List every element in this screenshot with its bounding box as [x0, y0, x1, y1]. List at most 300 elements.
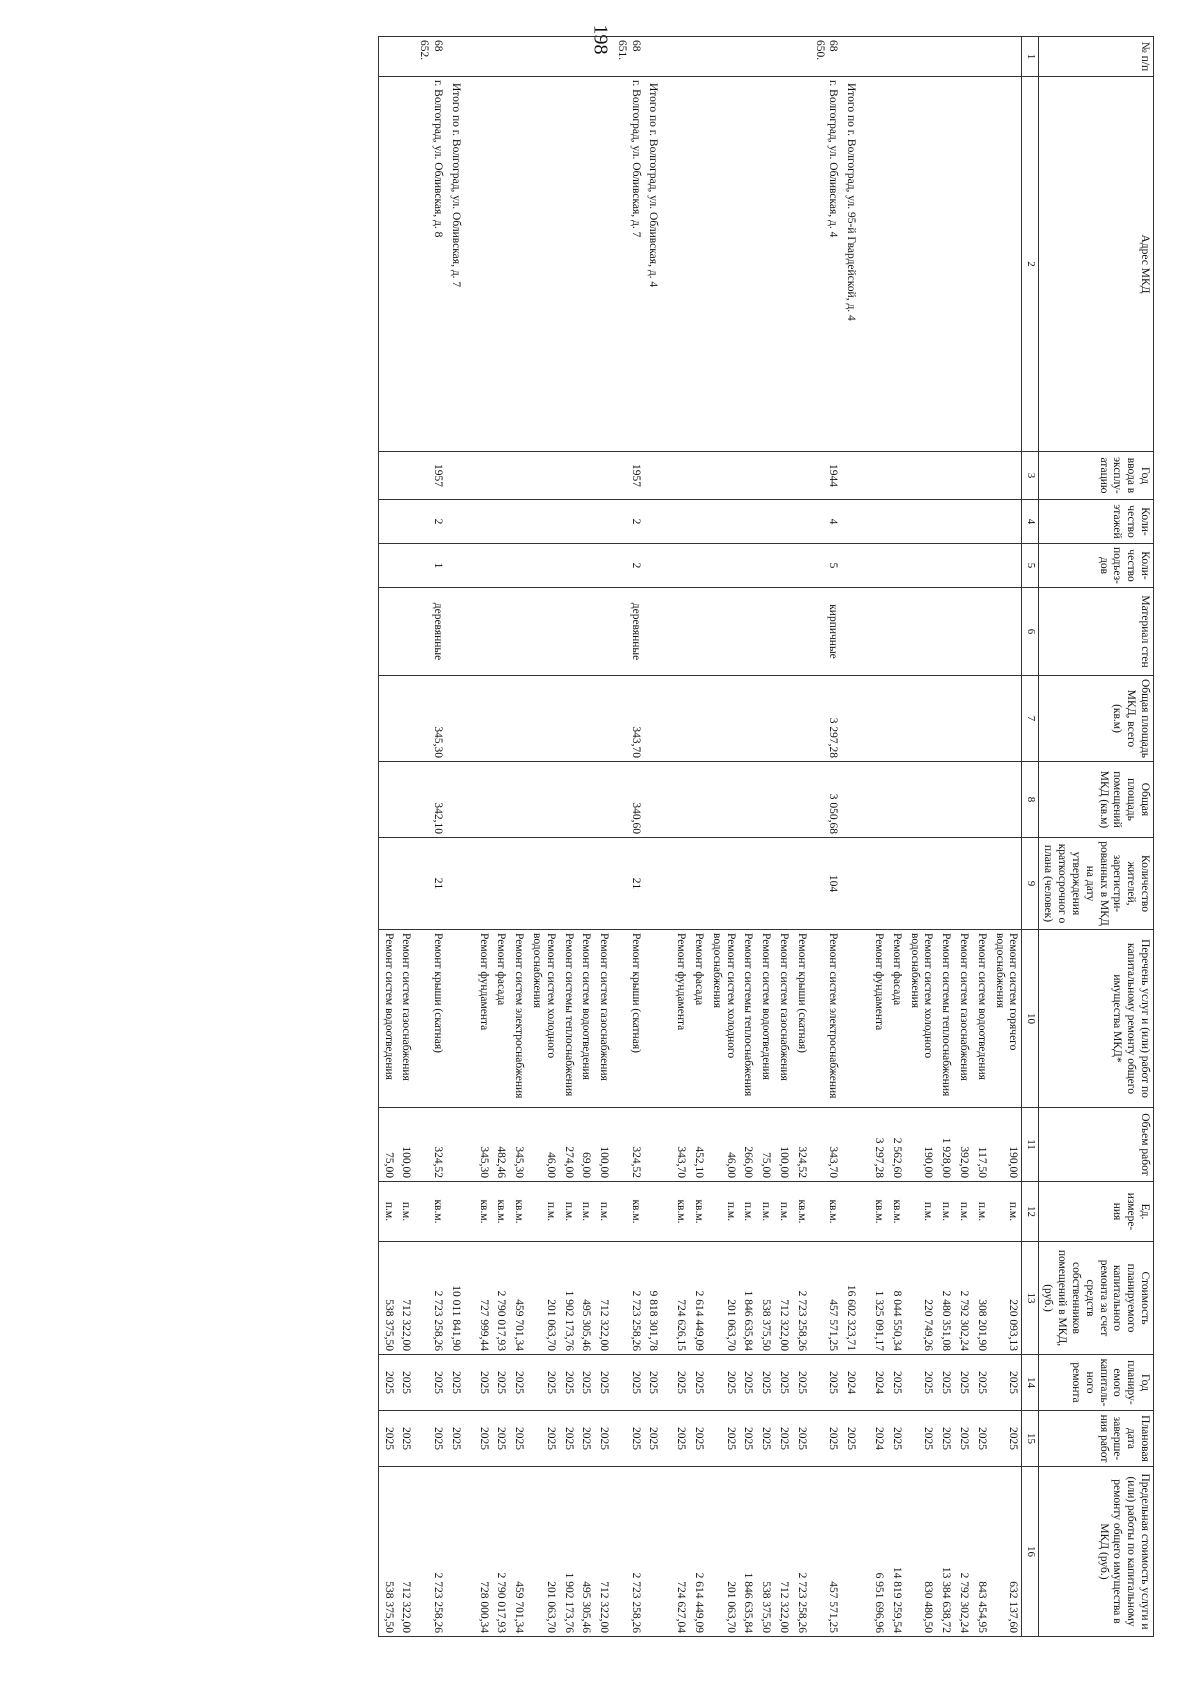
total-area-cell	[936, 676, 954, 762]
wall-material-cell	[954, 588, 972, 676]
rooms-area-cell	[887, 762, 905, 838]
limit-cost-cell: 6 951 696,96	[869, 1467, 887, 1637]
address-cell	[739, 77, 757, 452]
year-built-cell	[594, 452, 612, 500]
rooms-area-cell	[841, 762, 869, 838]
rooms-area-cell	[378, 762, 396, 838]
volume-cell: 1 928,00	[936, 1108, 954, 1182]
year-built-cell	[841, 452, 869, 500]
table-row	[756, 37, 774, 1637]
repair-year-cell: 2025	[792, 1355, 810, 1411]
year-built-cell	[644, 452, 672, 500]
column-header: Объем работ	[1038, 1108, 1153, 1182]
row-number	[559, 37, 577, 77]
floors-cell: 2	[414, 500, 446, 544]
residents-cell: 104	[810, 838, 842, 930]
table-row	[810, 37, 842, 1637]
column-number: 14	[1022, 1355, 1038, 1411]
work-type-cell: Ремонт фасада	[492, 930, 510, 1108]
address-cell	[594, 77, 612, 452]
entrances-cell	[774, 544, 792, 588]
repair-year-cell: 2025	[810, 1355, 842, 1411]
wall-material-cell	[756, 588, 774, 676]
volume-cell	[446, 1108, 474, 1182]
repair-year-cell: 2025	[756, 1355, 774, 1411]
floors-cell	[644, 500, 672, 544]
total-area-cell	[559, 676, 577, 762]
total-area-cell	[756, 676, 774, 762]
limit-cost-cell: 495 305,46	[577, 1467, 595, 1637]
unit-cell: п.м.	[774, 1182, 792, 1242]
wall-material-cell: деревянные	[612, 588, 644, 676]
work-type-cell: Ремонт фундамента	[474, 930, 492, 1108]
unit-cell: п.м.	[559, 1182, 577, 1242]
floors-cell	[509, 500, 527, 544]
unit-cell: п.м.	[990, 1182, 1022, 1242]
year-built-cell	[887, 452, 905, 500]
volume-cell: 343,70	[672, 1108, 690, 1182]
completion-date-cell: 2025	[756, 1411, 774, 1467]
column-number: 12	[1022, 1182, 1038, 1242]
limit-cost-cell: 457 571,25	[810, 1467, 842, 1637]
limit-cost-cell: 2 723 258,26	[414, 1467, 446, 1637]
volume-cell	[644, 1108, 672, 1182]
work-type-cell: Ремонт крыши (скатная)	[792, 930, 810, 1108]
floors-cell	[378, 500, 396, 544]
cost-cell: 2 723 258,26	[612, 1242, 644, 1355]
year-built-cell	[527, 452, 559, 500]
rooms-area-cell	[577, 762, 595, 838]
unit-cell	[841, 1182, 869, 1242]
column-number: 10	[1022, 930, 1038, 1108]
row-number	[739, 37, 757, 77]
floors-cell	[672, 500, 690, 544]
entrances-cell	[672, 544, 690, 588]
address-cell	[689, 77, 707, 452]
rooms-area-cell	[689, 762, 707, 838]
rooms-area-cell	[756, 762, 774, 838]
table-row	[689, 37, 707, 1637]
wall-material-cell	[527, 588, 559, 676]
work-type-cell: Ремонт систем водоотведения	[577, 930, 595, 1108]
repair-year-cell: 2025	[446, 1355, 474, 1411]
total-area-cell	[887, 676, 905, 762]
rooms-area-cell	[492, 762, 510, 838]
wall-material-cell	[841, 588, 869, 676]
total-area-cell	[905, 676, 937, 762]
entrances-cell	[527, 544, 559, 588]
volume-cell: 482,46	[492, 1108, 510, 1182]
work-type-cell: Ремонт крыши (скатная)	[612, 930, 644, 1108]
repair-year-cell: 2025	[492, 1355, 510, 1411]
total-row	[644, 37, 672, 1637]
completion-date-cell: 2025	[972, 1411, 990, 1467]
cost-cell: 459 701,34	[509, 1242, 527, 1355]
rooms-area-cell	[559, 762, 577, 838]
limit-cost-cell: 2 723 258,26	[612, 1467, 644, 1637]
row-number	[887, 37, 905, 77]
year-built-cell	[792, 452, 810, 500]
wall-material-cell	[509, 588, 527, 676]
address-cell: Итого по г. Волгоград, ул. Обливская, д. 4	[644, 77, 672, 452]
unit-cell: кв.м.	[492, 1182, 510, 1242]
volume-cell: 100,00	[594, 1108, 612, 1182]
limit-cost-cell	[644, 1467, 672, 1637]
cost-cell: 727 999,44	[474, 1242, 492, 1355]
volume-cell: 3 297,28	[869, 1108, 887, 1182]
repair-year-cell: 2025	[972, 1355, 990, 1411]
limit-cost-cell: 712 322,00	[774, 1467, 792, 1637]
column-header: Коли-чество подъез-дов	[1038, 544, 1153, 588]
row-number	[527, 37, 559, 77]
residents-cell	[841, 838, 869, 930]
table-row	[527, 37, 559, 1637]
volume-cell: 2 562,60	[887, 1108, 905, 1182]
rooms-area-cell	[972, 762, 990, 838]
completion-date-cell: 2025	[474, 1411, 492, 1467]
table-row	[972, 37, 990, 1637]
repair-year-cell: 2025	[509, 1355, 527, 1411]
address-cell	[397, 77, 415, 452]
address-cell	[559, 77, 577, 452]
entrances-cell	[378, 544, 396, 588]
wall-material-cell: деревянные	[414, 588, 446, 676]
limit-cost-cell: 830 480,50	[905, 1467, 937, 1637]
year-built-cell	[739, 452, 757, 500]
column-header: Материал стен	[1038, 588, 1153, 676]
unit-cell: кв.м.	[887, 1182, 905, 1242]
year-built-cell	[990, 452, 1022, 500]
unit-cell: п.м.	[378, 1182, 396, 1242]
cost-cell: 712 322,00	[397, 1242, 415, 1355]
completion-date-cell: 2025	[492, 1411, 510, 1467]
table-row	[707, 37, 739, 1637]
unit-cell: п.м.	[707, 1182, 739, 1242]
volume-cell	[841, 1108, 869, 1182]
table-row	[887, 37, 905, 1637]
residents-cell	[936, 838, 954, 930]
table-row	[612, 37, 644, 1637]
repair-year-cell: 2025	[527, 1355, 559, 1411]
residents-cell: 21	[612, 838, 644, 930]
wall-material-cell	[905, 588, 937, 676]
work-type-cell: Ремонт систем водоотведения	[972, 930, 990, 1108]
entrances-cell	[446, 544, 474, 588]
row-number	[509, 37, 527, 77]
table-row	[397, 37, 415, 1637]
column-number: 5	[1022, 544, 1038, 588]
entrances-cell	[869, 544, 887, 588]
volume-cell: 100,00	[774, 1108, 792, 1182]
volume-cell: 75,00	[756, 1108, 774, 1182]
repair-year-cell: 2025	[577, 1355, 595, 1411]
limit-cost-cell: 14 819 259,54	[887, 1467, 905, 1637]
wall-material-cell	[739, 588, 757, 676]
year-built-cell	[378, 452, 396, 500]
address-cell: Итого по г. Волгоград, ул. Обливская, д. 7	[446, 77, 474, 452]
rooms-area-cell: 340,60	[612, 762, 644, 838]
residents-cell	[990, 838, 1022, 930]
cost-cell: 9 818 301,78	[644, 1242, 672, 1355]
entrances-cell	[492, 544, 510, 588]
residents-cell	[887, 838, 905, 930]
volume-cell: 46,00	[707, 1108, 739, 1182]
repair-year-cell: 2024	[841, 1355, 869, 1411]
repair-year-cell: 2025	[474, 1355, 492, 1411]
year-built-cell	[954, 452, 972, 500]
repair-year-cell: 2025	[594, 1355, 612, 1411]
work-type-cell	[644, 930, 672, 1108]
total-area-cell	[774, 676, 792, 762]
floors-cell	[954, 500, 972, 544]
total-area-cell: 343,70	[612, 676, 644, 762]
limit-cost-cell: 2 614 449,09	[689, 1467, 707, 1637]
cost-cell: 220 749,26	[905, 1242, 937, 1355]
cost-cell: 10 011 841,90	[446, 1242, 474, 1355]
total-row	[841, 37, 869, 1637]
cost-cell: 1 325 091,17	[869, 1242, 887, 1355]
floors-cell	[887, 500, 905, 544]
cost-cell: 220 093,13	[990, 1242, 1022, 1355]
row-number	[936, 37, 954, 77]
rotated-page	[46, 36, 1154, 1636]
year-built-cell	[672, 452, 690, 500]
volume-cell: 343,70	[810, 1108, 842, 1182]
repair-year-cell: 2025	[689, 1355, 707, 1411]
floors-cell	[707, 500, 739, 544]
wall-material-cell	[869, 588, 887, 676]
residents-cell	[509, 838, 527, 930]
total-area-cell	[474, 676, 492, 762]
repair-year-cell: 2025	[707, 1355, 739, 1411]
wall-material-cell	[594, 588, 612, 676]
address-cell: г. Волгоград, ул. Обливская, д. 4	[810, 77, 842, 452]
floors-cell	[446, 500, 474, 544]
cost-cell: 2 790 017,93	[492, 1242, 510, 1355]
column-number: 4	[1022, 500, 1038, 544]
floors-cell	[990, 500, 1022, 544]
table-row	[577, 37, 595, 1637]
rooms-area-cell	[509, 762, 527, 838]
volume-cell: 46,00	[527, 1108, 559, 1182]
limit-cost-cell: 2 790 017,93	[492, 1467, 510, 1637]
residents-cell	[527, 838, 559, 930]
completion-date-cell: 2025	[707, 1411, 739, 1467]
table-row	[774, 37, 792, 1637]
column-header: Количество жителей, зарегистри-рованных в МКД на дату утверждения краткосрочног о плана (человек)	[1038, 838, 1153, 930]
address-cell	[707, 77, 739, 452]
residents-cell	[689, 838, 707, 930]
entrances-cell	[887, 544, 905, 588]
wall-material-cell	[990, 588, 1022, 676]
volume-cell: 190,00	[990, 1108, 1022, 1182]
address-cell	[972, 77, 990, 452]
rooms-area-cell	[644, 762, 672, 838]
column-header: Год ввода в эксплу-атацию	[1038, 452, 1153, 500]
address-cell	[887, 77, 905, 452]
wall-material-cell: кирпичные	[810, 588, 842, 676]
limit-cost-cell: 2 792 302,24	[954, 1467, 972, 1637]
year-built-cell	[397, 452, 415, 500]
work-type-cell: Ремонт системы теплоснабжения	[936, 930, 954, 1108]
cost-cell: 2 723 258,26	[414, 1242, 446, 1355]
completion-date-cell: 2025	[672, 1411, 690, 1467]
total-area-cell	[869, 676, 887, 762]
row-number	[378, 37, 396, 77]
wall-material-cell	[397, 588, 415, 676]
unit-cell	[446, 1182, 474, 1242]
table-header	[1038, 37, 1153, 1637]
total-area-cell	[397, 676, 415, 762]
entrances-cell	[594, 544, 612, 588]
cost-cell: 2 480 351,08	[936, 1242, 954, 1355]
floors-cell	[905, 500, 937, 544]
total-area-cell	[954, 676, 972, 762]
unit-cell: кв.м.	[689, 1182, 707, 1242]
unit-cell: кв.м.	[612, 1182, 644, 1242]
column-header: Общая площадь МКД, всего (кв.м)	[1038, 676, 1153, 762]
completion-date-cell: 2025	[810, 1411, 842, 1467]
total-row	[446, 37, 474, 1637]
column-number: 15	[1022, 1411, 1038, 1467]
residents-cell	[774, 838, 792, 930]
residents-cell	[378, 838, 396, 930]
cost-cell: 538 375,50	[378, 1242, 396, 1355]
wall-material-cell	[644, 588, 672, 676]
volume-cell: 345,30	[509, 1108, 527, 1182]
year-built-cell	[446, 452, 474, 500]
work-type-cell: Ремонт систем холодного водоснабжения	[905, 930, 937, 1108]
address-cell	[756, 77, 774, 452]
year-built-cell	[936, 452, 954, 500]
limit-cost-cell: 13 384 638,72	[936, 1467, 954, 1637]
repair-year-cell: 2025	[905, 1355, 937, 1411]
work-type-cell: Ремонт фундамента	[672, 930, 690, 1108]
limit-cost-cell: 538 375,50	[756, 1467, 774, 1637]
column-number: 3	[1022, 452, 1038, 500]
row-number	[577, 37, 595, 77]
column-number-row	[1022, 37, 1038, 1637]
address-cell	[792, 77, 810, 452]
table-row	[905, 37, 937, 1637]
completion-date-cell: 2025	[594, 1411, 612, 1467]
limit-cost-cell	[841, 1467, 869, 1637]
unit-cell: кв.м.	[414, 1182, 446, 1242]
year-built-cell	[707, 452, 739, 500]
unit-cell: п.м.	[972, 1182, 990, 1242]
limit-cost-cell: 728 000,34	[474, 1467, 492, 1637]
unit-cell: кв.м.	[509, 1182, 527, 1242]
completion-date-cell: 2025	[527, 1411, 559, 1467]
volume-cell: 274,00	[559, 1108, 577, 1182]
floors-cell	[492, 500, 510, 544]
entrances-cell	[644, 544, 672, 588]
total-area-cell	[492, 676, 510, 762]
address-cell	[936, 77, 954, 452]
limit-cost-cell: 712 322,00	[594, 1467, 612, 1637]
entrances-cell	[841, 544, 869, 588]
rooms-area-cell	[594, 762, 612, 838]
residents-cell: 21	[414, 838, 446, 930]
floors-cell	[841, 500, 869, 544]
residents-cell	[905, 838, 937, 930]
rooms-area-cell	[739, 762, 757, 838]
row-number	[672, 37, 690, 77]
floors-cell	[756, 500, 774, 544]
address-cell: г. Волгоград, ул. Обливская, д. 7	[612, 77, 644, 452]
total-area-cell	[672, 676, 690, 762]
cost-cell: 8 044 550,34	[887, 1242, 905, 1355]
residents-cell	[972, 838, 990, 930]
volume-cell: 324,52	[414, 1108, 446, 1182]
unit-cell: п.м.	[739, 1182, 757, 1242]
year-built-cell	[972, 452, 990, 500]
table-row	[869, 37, 887, 1637]
cost-cell: 16 602 323,71	[841, 1242, 869, 1355]
work-type-cell: Ремонт систем холодного водоснабжения	[527, 930, 559, 1108]
total-area-cell: 345,30	[414, 676, 446, 762]
wall-material-cell	[887, 588, 905, 676]
year-built-cell	[492, 452, 510, 500]
cost-cell: 538 375,50	[756, 1242, 774, 1355]
volume-cell: 69,00	[577, 1108, 595, 1182]
address-cell	[577, 77, 595, 452]
address-cell	[869, 77, 887, 452]
residents-cell	[792, 838, 810, 930]
cost-cell: 2 792 302,24	[954, 1242, 972, 1355]
work-type-cell: Ремонт систем горячего водоснабжения	[990, 930, 1022, 1108]
column-number: 9	[1022, 838, 1038, 930]
residents-cell	[474, 838, 492, 930]
rooms-area-cell	[397, 762, 415, 838]
row-number	[869, 37, 887, 77]
unit-cell: п.м.	[954, 1182, 972, 1242]
entrances-cell	[936, 544, 954, 588]
volume-cell: 266,00	[739, 1108, 757, 1182]
rooms-area-cell	[954, 762, 972, 838]
entrances-cell	[905, 544, 937, 588]
address-cell: г. Волгоград, ул. Обливская, д. 8	[414, 77, 446, 452]
year-built-cell	[509, 452, 527, 500]
floors-cell: 4	[810, 500, 842, 544]
wall-material-cell	[474, 588, 492, 676]
cost-cell: 1 846 635,84	[739, 1242, 757, 1355]
volume-cell: 100,00	[397, 1108, 415, 1182]
rooms-area-cell	[905, 762, 937, 838]
floors-cell	[689, 500, 707, 544]
wall-material-cell	[559, 588, 577, 676]
cost-cell: 712 322,00	[774, 1242, 792, 1355]
wall-material-cell	[672, 588, 690, 676]
work-type-cell: Ремонт систем электроснабжения	[810, 930, 842, 1108]
completion-date-cell: 2025	[689, 1411, 707, 1467]
column-number: 6	[1022, 588, 1038, 676]
volume-cell: 452,10	[689, 1108, 707, 1182]
row-number	[492, 37, 510, 77]
year-built-cell	[474, 452, 492, 500]
wall-material-cell	[774, 588, 792, 676]
completion-date-cell: 2025	[887, 1411, 905, 1467]
cost-cell: 2 614 449,09	[689, 1242, 707, 1355]
repair-year-cell: 2024	[869, 1355, 887, 1411]
completion-date-cell: 2025	[792, 1411, 810, 1467]
table-row	[509, 37, 527, 1637]
unit-cell: п.м.	[577, 1182, 595, 1242]
completion-date-cell: 2025	[841, 1411, 869, 1467]
unit-cell: кв.м.	[474, 1182, 492, 1242]
address-cell	[954, 77, 972, 452]
table-row	[559, 37, 577, 1637]
